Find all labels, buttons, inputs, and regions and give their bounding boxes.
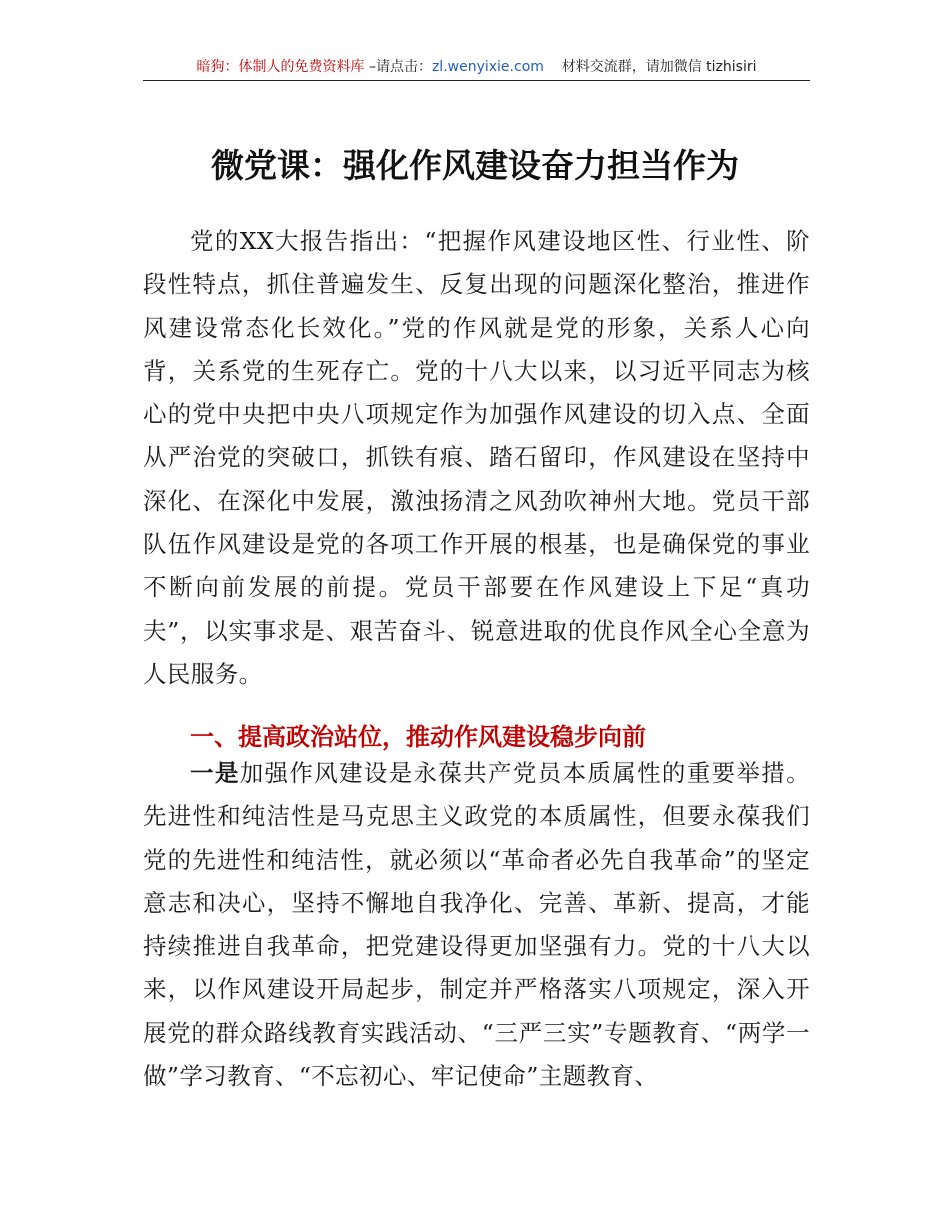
header-contact: 材料交流群，请加微信 tizhisiri: [561, 59, 757, 75]
paragraph-intro: 党的XX大报告指出：“把握作风建设地区性、行业性、阶段性特点，抓住普遍发生、反复出现的问题深化整治，推进作风建设常态化长效化。”党的作风就是党的形象，关系人心向背，关系党的生死存亡。党的十八大以来，以习近平同志为核心的党中央把中央八项规定作为加强作风建设的切入点、全面从严治党的突破口，抓铁有痕、踏石留印，作风建设在坚持中深化、在深化中发展，激浊扬清之风劲吹神州大地。党员干部队伍作风建设是党的各项工作开展的根基，也是确保党的事业不断向前发展的前提。党员干部要在作风建设上下足“真功夫”，以实事求是、艰苦奋斗、锐意进取的优良作风全心全意为人民服务。: [143, 227, 810, 688]
paragraph-section-1-text: 加强作风建设是永葆共产党员本质属性的重要举措。先进性和纯洁性是马克思主义政党的本质属性，但要永葆我们党的先进性和纯洁性，就必须以“革命者必先自我革命”的坚定意志和决心，坚持不懈地自我净化、完善、革新、提高，才能持续推进自我革命，把党建设得更加坚强有力。党的十八大以来，以作风建设开局起步，制定并严格落实八项规定，深入开展党的群众路线教育实践活动、“三严三实”专题教育、“两学一做”学习教育、“不忘初心、牢记使命”主题教育、: [143, 759, 810, 1091]
header-brand: 暗狗：体制人的免费资料库: [196, 59, 365, 75]
header-prompt: –请点击：: [364, 59, 432, 75]
page-header: [143, 56, 810, 81]
header-url-link[interactable]: zl.wenyixie.com: [431, 59, 544, 75]
paragraph-section-1: [143, 752, 810, 1098]
section-heading-1: 一、提高政治站位，推动作风建设稳步向前: [190, 723, 646, 751]
paragraph-lead: 一是: [190, 759, 240, 787]
document-title: 微党课：强化作风建设奋力担当作为: [211, 146, 739, 185]
